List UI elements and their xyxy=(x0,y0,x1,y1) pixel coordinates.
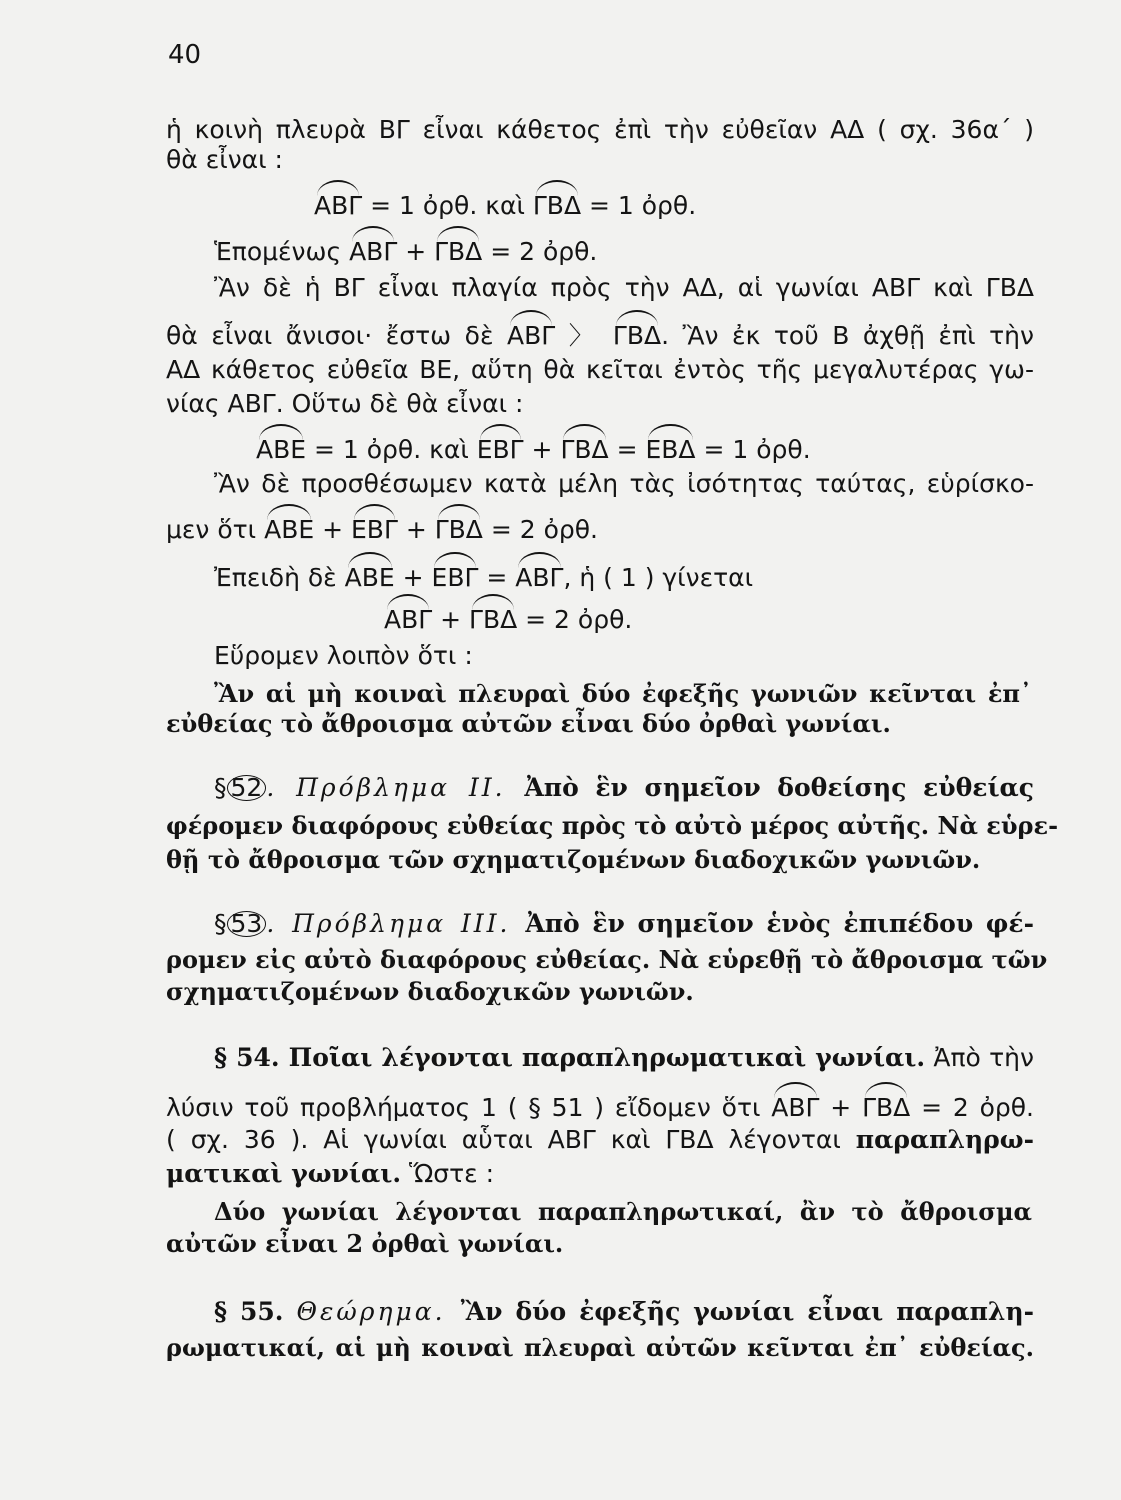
angle-label: ΓΒΔ xyxy=(612,321,662,350)
angle-label: ΕΒΓ xyxy=(431,563,479,592)
equation-line xyxy=(214,562,753,594)
angle-label: ΑΒΓ xyxy=(515,563,564,592)
angle-label: ΑΒΕ xyxy=(344,563,395,592)
section-title: § 55. xyxy=(214,1297,297,1326)
problem-label: . Πρόβλημα ΙΙΙ. xyxy=(266,909,526,938)
angle-label: ΓΒΔ xyxy=(469,605,518,634)
equation-text: + xyxy=(523,435,561,464)
theorem-line: Ἂν αἱ μὴ κοιναὶ πλευραὶ δύο ἐφεξῆς γωνιῶν κεῖνται ἐπ᾽ xyxy=(214,679,1032,708)
definition-line: αὐτῶν εἶναι 2 ὀρθαὶ γωνίαι. xyxy=(166,1229,564,1258)
equation-line xyxy=(256,434,811,466)
theorem-label: Θεώρημα. xyxy=(296,1297,461,1326)
text-line: Εὕρομεν λοιπὸν ὅτι : xyxy=(214,641,473,670)
theorem-line: εὐθείας τὸ ἄθροισμα αὐτῶν εἶναι δύο ὀρθαὶ γωνίαι. xyxy=(166,709,891,738)
problem-line: θῇ τὸ ἄθροισμα τῶν σχηματιζομένων διαδοχικῶν γωνιῶν. xyxy=(166,845,981,874)
angle-label: ΓΒΔ xyxy=(434,515,483,544)
angle-label: ΕΒΓ xyxy=(351,515,398,544)
text-line: ἡ κοινὴ πλευρὰ ΒΓ εἶναι κάθετος ἐπὶ τὴν εὐθεῖαν ΑΔ ( σχ. 36α΄ ) xyxy=(166,115,1034,144)
problem-line: σχηματιζομένων διαδοχικῶν γωνιῶν. xyxy=(166,977,694,1006)
angle-label: ΓΒΔ xyxy=(434,237,483,266)
section-number: 53 xyxy=(227,911,267,937)
equation-text: + xyxy=(397,237,435,266)
term-bold: ματικαὶ γωνίαι. xyxy=(166,1159,402,1188)
equation-text: = 1 ὀρθ. xyxy=(695,435,811,464)
section-title: § 54. Ποῖαι λέγονται παραπληρωματικαὶ γωνίαι. xyxy=(214,1043,926,1072)
equation-text: + xyxy=(314,515,351,544)
equation-text: = xyxy=(608,435,646,464)
section-number: 52 xyxy=(227,775,267,801)
angle-label: ΓΒΔ xyxy=(560,435,609,464)
section-symbol: § xyxy=(214,909,227,938)
equation-line xyxy=(314,190,696,222)
equation-text: + xyxy=(394,563,432,592)
angle-label: ΑΒΕ xyxy=(264,515,315,544)
angle-label: ΓΒΔ xyxy=(532,191,582,220)
section-54-heading xyxy=(214,1042,1034,1074)
equation-line xyxy=(384,604,632,636)
term-bold: παραπληρω- xyxy=(855,1125,1034,1154)
problem-text: Ἀπὸ ἓν σημεῖον ἑνὸς ἐπιπέδου φέ- xyxy=(525,909,1034,938)
angle-label: ΕΒΔ xyxy=(645,435,696,464)
equation-line xyxy=(166,320,1034,352)
equation-text: Ἑπομένως xyxy=(214,237,350,266)
equation-line xyxy=(166,1092,1034,1124)
angle-label: ΕΒΓ xyxy=(476,435,524,464)
text-line xyxy=(166,1158,494,1190)
equation-line xyxy=(166,514,598,546)
angle-label: ΑΒΓ xyxy=(314,191,363,220)
text-line: ΑΔ κάθετος εὐθεῖα ΒΕ, αὕτη θὰ κεῖται ἐντὸς τῆς μεγαλυτέρας γω- xyxy=(166,355,1034,384)
page-number: 40 xyxy=(168,40,202,70)
theorem-line: ρωματικαί, αἱ μὴ κοιναὶ πλευραὶ αὐτῶν κεῖνται ἐπ᾽ εὐθείας. xyxy=(166,1333,1034,1362)
section-text: Ὥστε : xyxy=(401,1159,495,1188)
equation-text: . Ἂν ἐκ τοῦ Β ἀχθῇ ἐπὶ τὴν xyxy=(661,321,1034,350)
angle-label: ΑΒΓ xyxy=(349,237,398,266)
equation-text: θὰ εἶναι ἄνισοι· ἔστω δὲ xyxy=(166,321,508,350)
equation-text: = 2 ὀρθ. xyxy=(482,515,599,544)
angle-label: ΑΒΓ xyxy=(771,1093,820,1122)
equation-text: = 1 ὀρθ. καὶ xyxy=(306,435,477,464)
section-text: Ἀπὸ τὴν xyxy=(925,1043,1034,1072)
angle-label: ΑΒΓ xyxy=(384,605,433,634)
text-line xyxy=(166,1124,1034,1156)
text-line: Ἂν δὲ ἡ ΒΓ εἶναι πλαγία πρὸς τὴν ΑΔ, αἱ γωνίαι ΑΒΓ καὶ ΓΒΔ xyxy=(214,273,1034,302)
angle-label: ΑΒΓ xyxy=(507,321,556,350)
equation-text: μεν ὅτι xyxy=(166,515,265,544)
equation-text: + xyxy=(432,605,470,634)
problem-label: . Πρόβλημα ΙΙ. xyxy=(266,773,525,802)
equation-text: = 1 ὀρθ. xyxy=(581,191,697,220)
equation-text: , ἡ ( 1 ) γίνεται xyxy=(563,563,754,592)
section-55-heading xyxy=(214,1296,1034,1328)
problem-line: ρομεν εἰς αὐτὸ διαφόρους εὐθείας. Νὰ εὑρεθῇ τὸ ἄθροισμα τῶν xyxy=(166,945,1048,974)
definition-line: Δύο γωνίαι λέγονται παραπληρωτικαί, ἂν τὸ ἄθροισμα xyxy=(214,1197,1032,1226)
equation-text: = xyxy=(478,563,516,592)
equation-text: = 2 ὀρθ. xyxy=(482,237,598,266)
equation-line xyxy=(214,236,597,268)
section-symbol: § xyxy=(214,773,227,802)
equation-text: = 2 ὀρθ. xyxy=(910,1093,1034,1122)
equation-text: + xyxy=(819,1093,863,1122)
section-text: ( σχ. 36 ). Αἱ γωνίαι αὗται ΑΒΓ καὶ ΓΒΔ λέγονται xyxy=(166,1125,856,1154)
angle-label: ΑΒΕ xyxy=(256,435,307,464)
equation-text: = 1 ὀρθ. καὶ xyxy=(362,191,533,220)
problem-line: φέρομεν διαφόρους εὐθείας πρὸς τὸ αὐτὸ μέρος αὐτῆς. Νὰ εὑρε- xyxy=(166,811,1059,840)
section-53-heading xyxy=(214,908,1034,940)
equation-text: = 2 ὀρθ. xyxy=(517,605,633,634)
theorem-text: Ἂν δύο ἐφεξῆς γωνίαι εἶναι παραπλη- xyxy=(460,1297,1035,1326)
problem-text: Ἀπὸ ἓν σημεῖον δοθείσης εὐθείας xyxy=(524,773,1035,802)
equation-text: + xyxy=(397,515,435,544)
equation-text: λύσιν τοῦ προβλήματος 1 ( § 51 ) εἴδομεν ὅτι xyxy=(166,1093,772,1122)
section-52-heading xyxy=(214,772,1034,804)
text-line: Ἂν δὲ προσθέσωμεν κατὰ μέλη τὰς ἰσότητας ταύτας, εὑρίσκο- xyxy=(214,469,1034,498)
text-line: νίας ΑΒΓ. Οὕτω δὲ θὰ εἶναι : xyxy=(166,389,524,418)
text-line: θὰ εἶναι : xyxy=(166,145,283,174)
angle-label: ΓΒΔ xyxy=(862,1093,911,1122)
equation-text: Ἐπειδὴ δὲ xyxy=(214,563,345,592)
equation-text: 〉 xyxy=(555,321,613,350)
